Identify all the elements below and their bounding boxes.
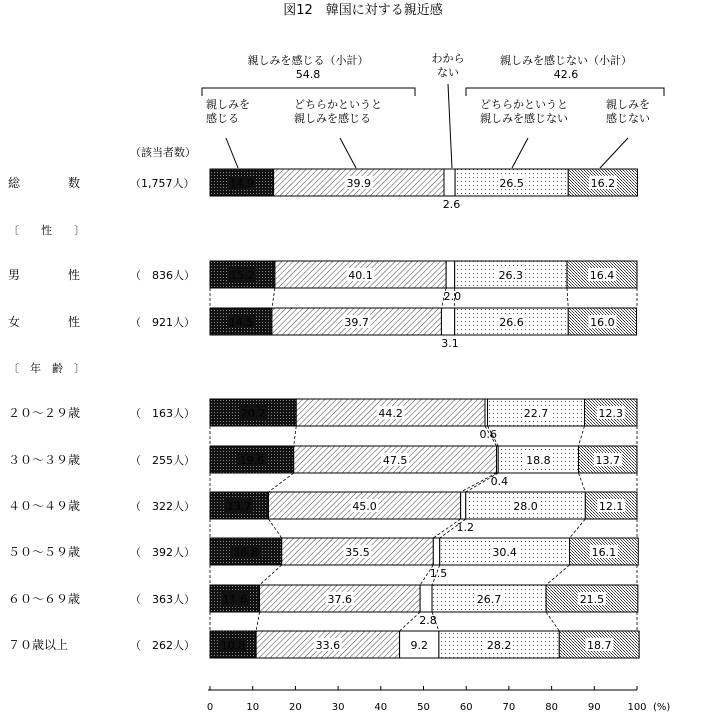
leader-cat3 [512,138,528,168]
connector-line [294,426,297,446]
data-label: 16.2 [590,177,616,190]
cat3-label: どちらかというと親しみを感じない [480,98,568,125]
data-label: 13.7 [595,454,621,467]
connector-line [567,288,568,308]
x-tick-label: 100 [627,702,647,713]
data-label: 26.7 [476,593,502,606]
cat1-label: 親しみを感じる [206,98,250,125]
x-tick-label: 30 [331,702,345,713]
row-count: （ 255人） [130,454,195,467]
data-label: 15.2 [230,269,255,282]
bar-row [8,538,638,585]
x-tick-label: 40 [374,702,388,713]
bar-segment [420,585,432,612]
data-label: 10.8 [220,639,246,652]
data-label: 2.8 [419,614,437,627]
bars-group [8,169,639,658]
section-label-age: 〔 年 齢 〕 [8,362,85,375]
data-label: 35.5 [345,546,370,559]
row-count: （ 322人） [130,500,195,513]
data-label: 28.2 [486,639,512,652]
data-label: 39.9 [346,177,372,190]
connector-line [546,612,559,631]
x-tick-label: 60 [459,702,473,713]
row-count: （ 363人） [130,593,195,606]
data-label: 16.1 [591,546,617,559]
data-label: 22.7 [523,407,549,420]
cat4-label: 親しみを感じない [606,98,650,125]
bar-row [8,446,637,492]
chart-title: 図12 韓国に対する親近感 [283,3,443,18]
connector-line [268,519,281,538]
data-label: 2.6 [442,198,461,211]
x-tick-label: 90 [587,702,601,713]
group-not-feel-brace [466,88,664,96]
data-label: 14.5 [228,316,254,329]
data-label: 3.1 [441,337,459,350]
x-tick-label: 70 [502,702,516,713]
data-label: 40.1 [348,269,373,282]
x-tick-label: 0 [206,702,214,713]
data-label: 11.6 [222,593,248,606]
data-label: 18.7 [586,639,612,652]
bar-row [8,399,637,446]
leader-cat2 [340,138,356,168]
bar-segment [461,492,466,519]
row-label: 女 性 [8,315,81,329]
group-feel-brace [202,88,415,96]
row-label: ７０歳以上 [8,638,69,652]
data-label: 14.9 [229,177,255,190]
cat2-label: どちらかというと親しみを感じる [294,98,382,125]
x-tick-label: 10 [246,702,260,713]
bar-row [8,585,638,631]
connector-line [579,473,586,492]
data-label: 19.6 [239,454,265,467]
row-label: ４０～４９歳 [8,499,81,513]
bar-segment [433,538,439,565]
data-label: 9.2 [410,639,428,652]
data-label: 2.0 [443,290,462,303]
group-feel-label: 親しみを感じる（小計） [247,54,369,67]
leader-dk [448,84,452,168]
data-label: 18.8 [526,454,551,467]
row-label: ５０～５９歳 [8,545,81,559]
data-label: 1.2 [456,521,474,534]
data-label: 21.5 [579,593,605,606]
connector-line [546,565,569,585]
data-label: 16.8 [233,546,259,559]
data-label: 16.0 [590,316,615,329]
data-label: 45.0 [352,500,377,513]
bar-segment [444,169,455,196]
data-label: 39.7 [344,316,369,329]
bar-row [8,492,637,538]
group-not-feel-total: 42.6 [553,68,579,81]
row-count: （ 392人） [130,546,195,559]
row-label: ２０～２９歳 [8,406,81,420]
x-axis-unit: (%) [653,702,671,713]
row-label: ６０～６９歳 [8,592,81,606]
connector-line [268,473,293,492]
data-label: 0.6 [479,428,498,441]
data-label: 20.2 [240,407,266,420]
data-label: 26.5 [499,177,524,190]
bar-row [8,631,639,658]
row-count: （ 163人） [130,407,195,420]
row-count: （ 262人） [130,639,195,652]
count-header: （該当者数） [130,146,196,159]
data-label: 30.4 [492,546,517,559]
data-label: 26.3 [498,269,524,282]
x-tick-label: 50 [417,702,430,713]
bar-segment [446,261,455,288]
data-label: 37.6 [327,593,353,606]
connector-line [260,565,282,585]
data-label: 13.7 [226,500,252,513]
connector-line [579,426,585,446]
row-label: 男 性 [8,268,81,282]
bar-row [8,308,637,350]
row-label: ３０～３９歳 [8,453,81,467]
connector-line [256,612,259,631]
leader-cat1 [226,138,238,168]
row-label: 総 数 [8,176,81,190]
data-label: 12.3 [598,407,623,420]
group-not-feel-label: 親しみを感じない（小計） [500,54,632,67]
bar-row [8,169,637,211]
section-label-sex: 〔 性 〕 [8,224,85,237]
data-label: 1.5 [429,567,448,580]
data-label: 44.2 [378,407,403,420]
data-label: 47.5 [382,454,408,467]
x-tick-label: 20 [289,702,302,713]
bar-row [8,261,637,308]
connector-line [570,519,586,538]
leader-cat4 [600,138,628,168]
data-label: 33.6 [315,639,341,652]
group-feel-total: 54.8 [295,68,321,81]
x-axis [207,686,671,713]
row-count: （1,757人） [130,177,195,190]
data-label: 26.6 [499,316,524,329]
data-label: 12.1 [598,500,624,513]
connector-line [400,612,420,631]
data-label: 0.4 [490,475,509,488]
dont-know-label: わからない [431,52,465,79]
x-tick-label: 80 [545,702,558,713]
bar-segment [441,308,454,335]
data-label: 28.0 [513,500,538,513]
row-count: （ 836人） [130,269,195,282]
connector-line [272,288,275,308]
row-count: （ 921人） [130,316,195,329]
data-label: 16.4 [589,269,615,282]
